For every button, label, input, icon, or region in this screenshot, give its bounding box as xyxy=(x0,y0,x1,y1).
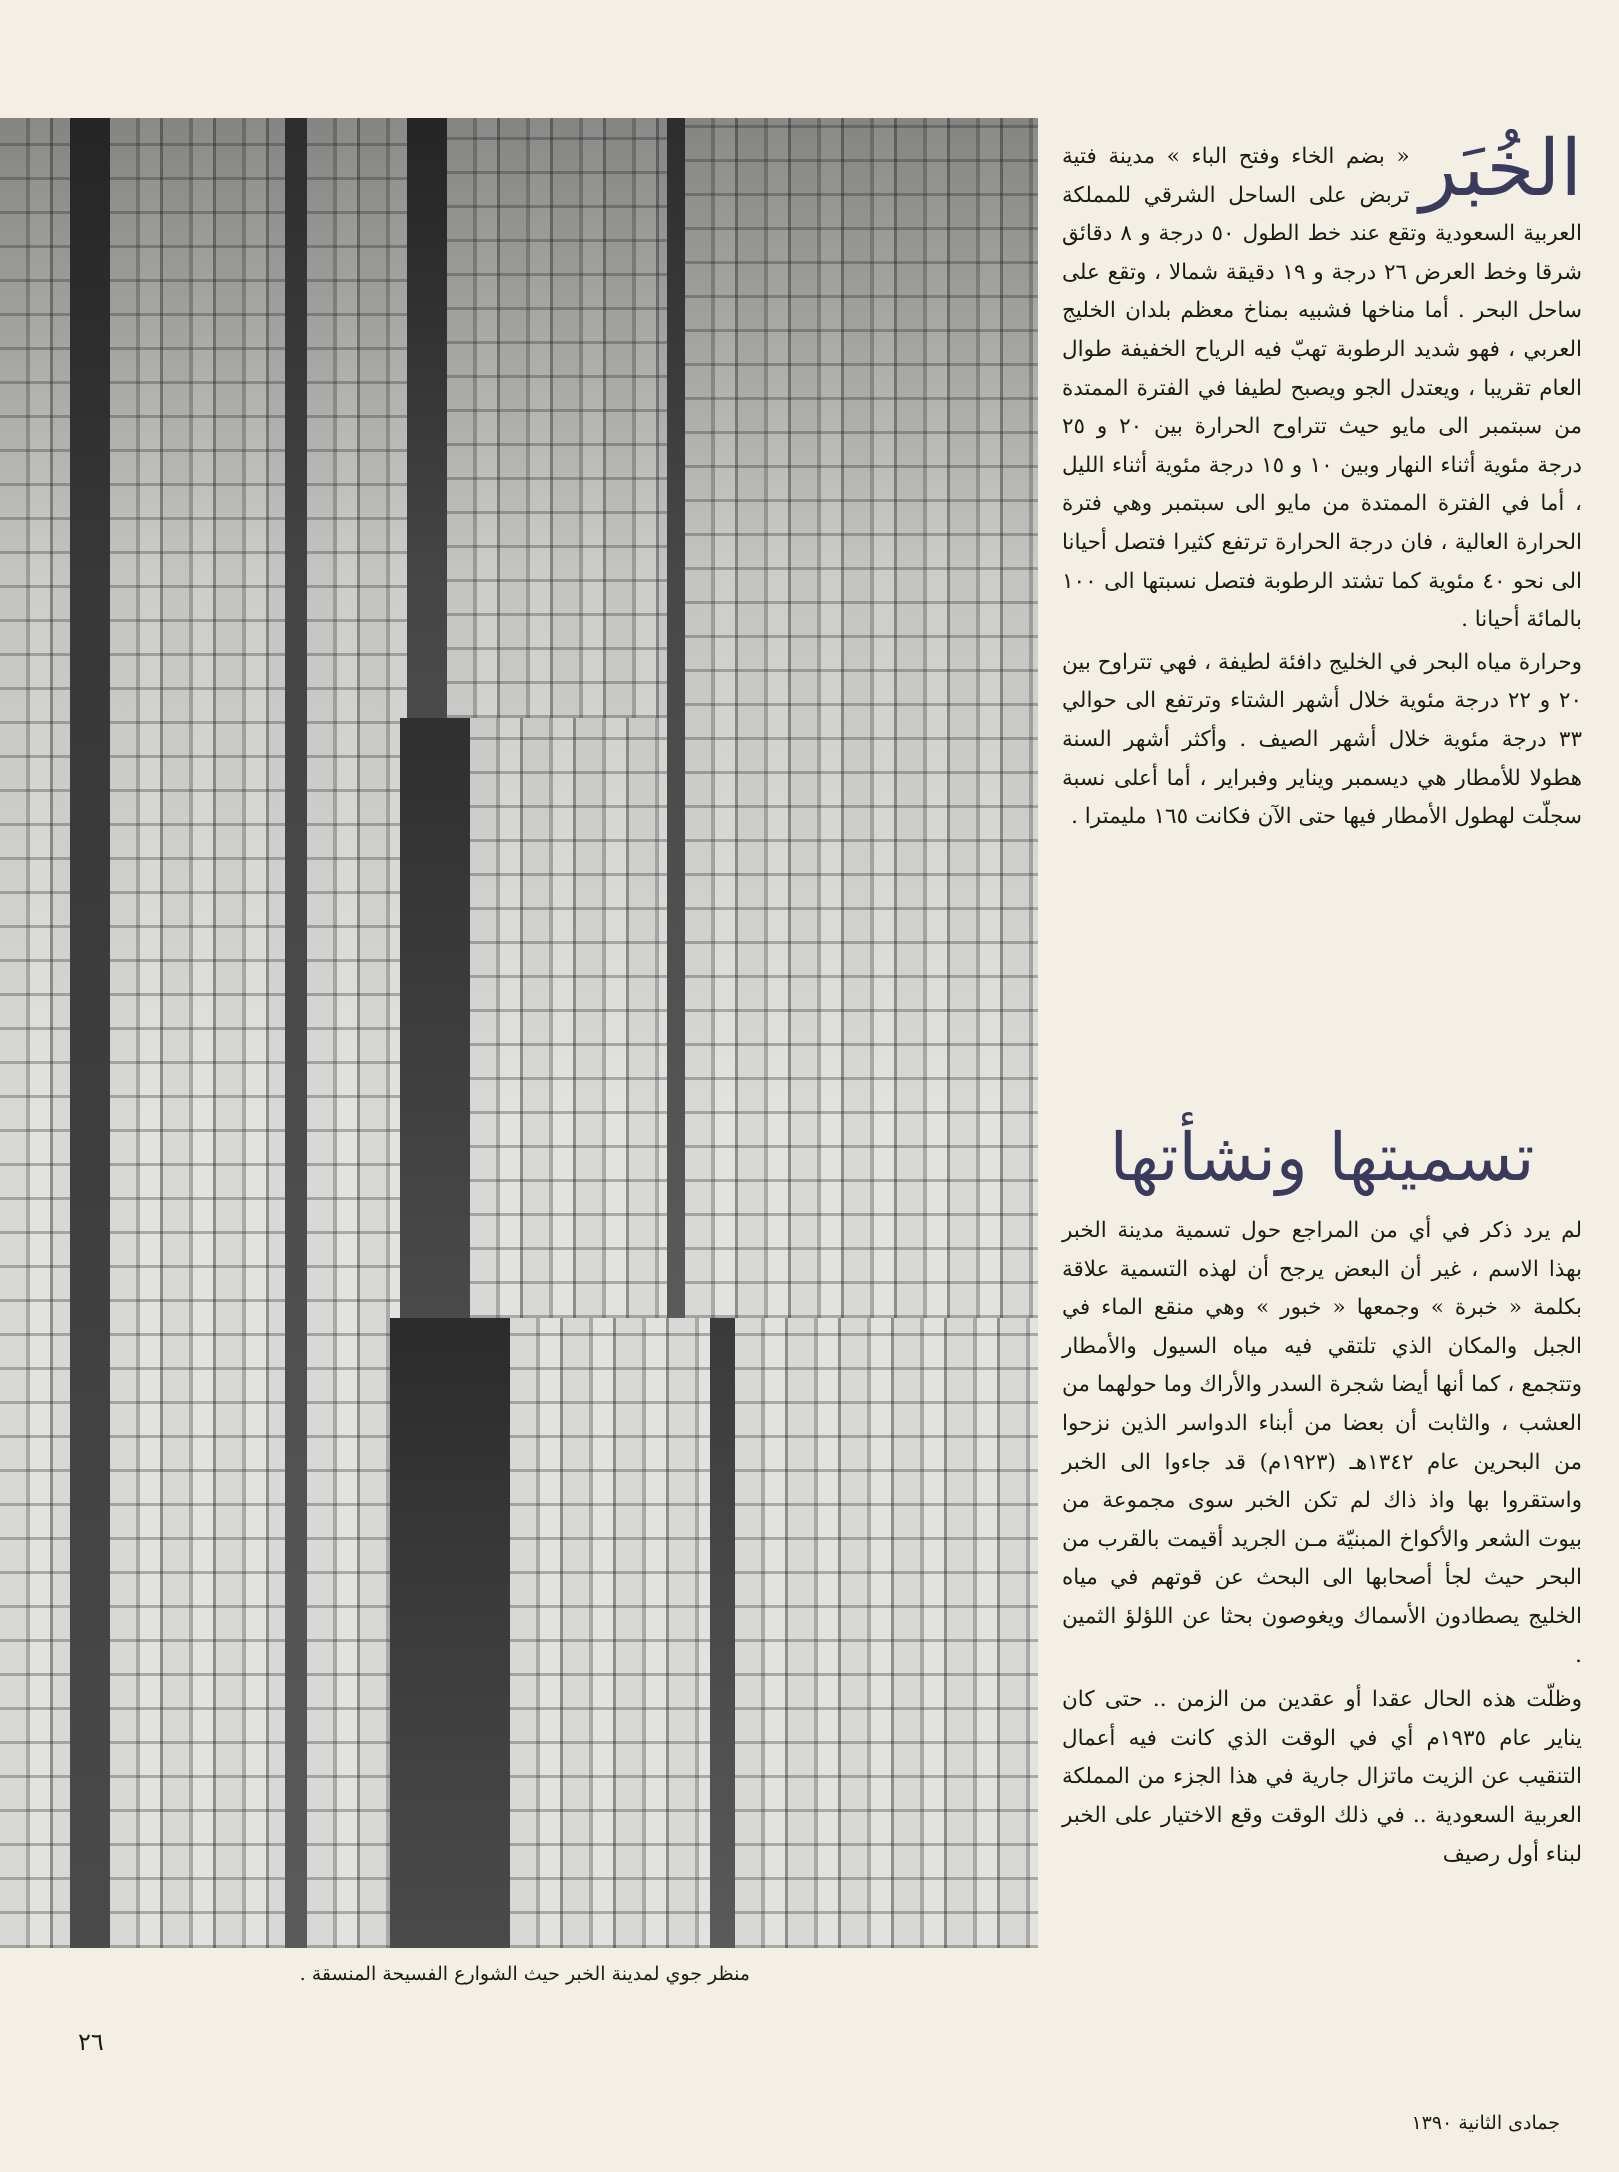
naming-paragraph: لم يرد ذكر في أي من المراجع حول تسمية مدينة الخبر بهذا الاسم ، غير أن البعض يرجح أن لهذه التسمية علاقة بكلمة « خبرة » وجمعها « خبور » وهي منقع الماء في الجبل والمكان الذي تلتقي فيه مياه السيول والأمطار وتتجمع ، كما أنها أيضا شجرة السدر والأراك وما حولهما من العشب ، والثابت أن بعضا من أبناء الدواسر الذين نزحوا من البحرين عام ١٣٤٢هـ (١٩٢٣م) قد جاءوا الى الخبر واستقروا بها واذ ذاك لم تكن الخبر سوى مجموعة من بيوت الشعر والأكواخ المبنيّة مـن الجريد أقيمت بالقرب من البحر حيث لجأ أصحابها الى البحث عن قوتهم في مياه الخليج يصطادون الأسماك ويغوصون بحثا عن اللؤلؤ الثمين . xyxy=(1062,1218,1583,1668)
section-heading: تسميتها ونشأتها xyxy=(1109,1119,1535,1196)
intro-paragraph: وحرارة مياه البحر في الخليج دافئة لطيفة ، فهي تتراوح بين ٢٠ و ٢٢ درجة مئوية خلال أشهر الشتاء وترتفع الى حوالي ٣٣ درجة مئوية خلال أشهر الصيف . وأكثر أشهر السنة هطولا للأمطار هي ديسمبر ويناير وفبراير ، أما أعلى نسبة سجلّت لهطول الأمطار فيها حتى الآن فكانت ١٦٥ مليمترا . xyxy=(1062,649,1582,830)
naming-paragraph: وظلّت هذه الحال عقدا أو عقدين من الزمن .. حتى كان يناير عام ١٩٣٥م أي في الوقت الذي كانت فيه أعمال التنقيب عن الزيت ماتزال جارية في هذا الجزء من المملكة العربية السعودية .. في ذلك الوقت وقع الاختيار على الخبر لبناء أول رصيف xyxy=(1062,1687,1582,1867)
intro-paragraph: « بضم الخاء وفتح الباء » مدينة فتية تربض على الساحل الشرقي للمملكة العربية السعودية وتقع عند خط الطول ٥٠ درجة و ٨ دقائق شرقا وخط العرض ٢٦ درجة و ١٩ دقيقة شمالا ، وتقع على ساحل البحر . أما مناخها فشبيه بمناخ معظم بلدان الخليج العربي ، فهو شديد الرطوبة تهبّ فيه الرياح الخفيفة طوال العام تقريبا ، ويعتدل الجو ويصبح لطيفا في الفترة الممتدة من سبتمبر الى مايو حيث تتراوح الحرارة بين ٢٠ و ٢٥ درجة مئوية أثناء النهار وبين ١٠ و ١٥ درجة مئوية أثناء الليل ، أما في الفترة الممتدة من مايو الى سبتمبر وهي فترة الحرارة العالية ، فان درجة الحرارة ترتفع كثيرا فتصل أحيانا الى نحو ٤٠ مئوية كما تشتد الرطوبة فتصل نسبتها الى ١٠٠ بالمائة أحيانا . xyxy=(1062,144,1583,633)
naming-section xyxy=(1062,1212,1582,1880)
photo-caption: منظر جوي لمدينة الخبر حيث الشوارع الفسيحة المنسقة . xyxy=(299,1963,750,1985)
aerial-photo xyxy=(0,118,1038,1948)
page-number: ٢٦ xyxy=(78,2028,104,2056)
intro-section xyxy=(1062,124,1583,841)
article-title: الخُبَر xyxy=(1419,124,1582,214)
issue-date: جمادى الثانية ١٣٩٠ xyxy=(1411,2112,1560,2134)
photo-haze xyxy=(0,118,1038,1948)
